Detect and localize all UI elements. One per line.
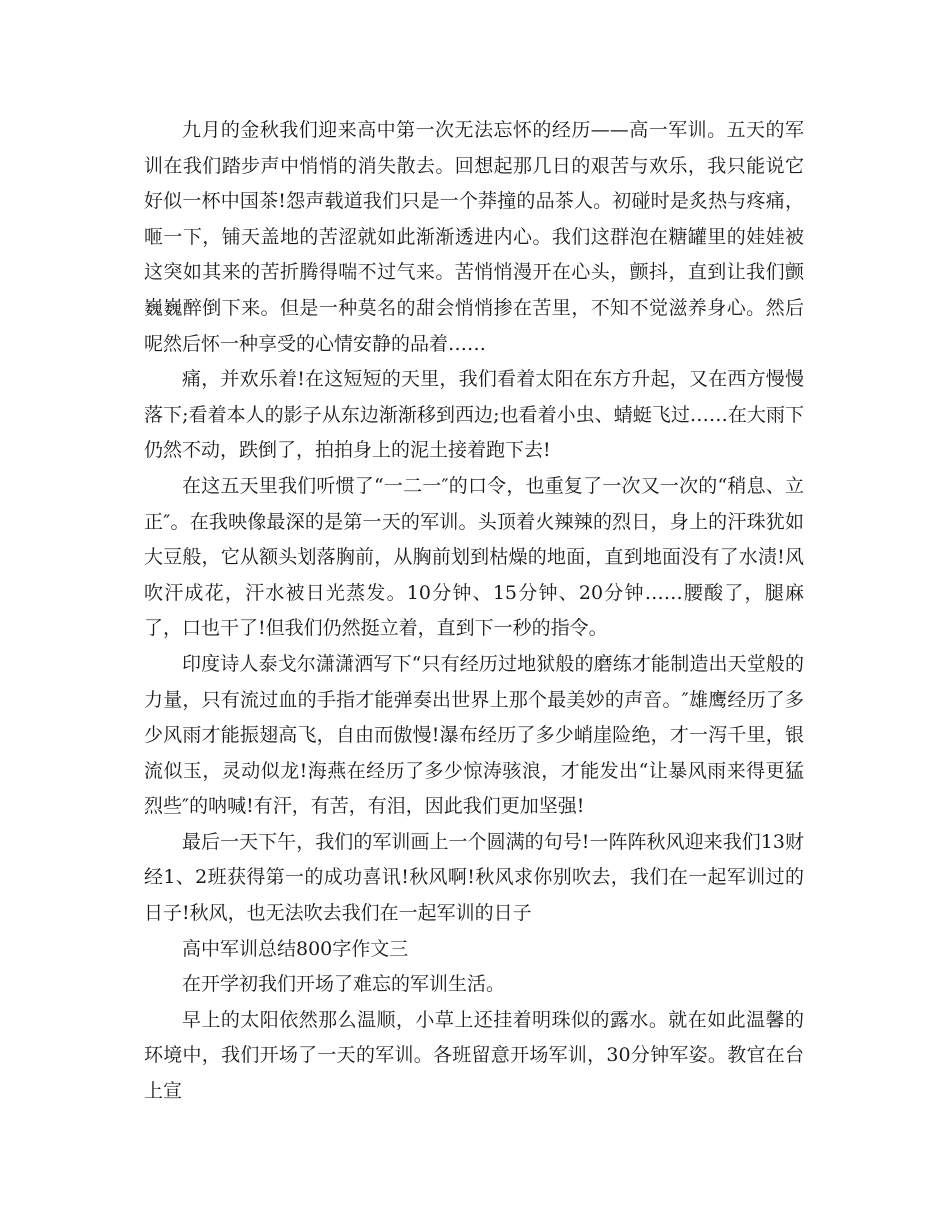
paragraph-6: 在开学初我们开场了难忘的军训生活。 bbox=[182, 973, 506, 996]
paragraph-7: 早上的太阳依然那么温顺，小草上还挂着明珠似的露水。就在如此温馨的环境中，我们开场了一天的军训。各班留意开场军训，30分钟军姿。教官在台上宣 bbox=[144, 1008, 804, 1103]
paragraph-2: 痛，并欢乐着!在这短短的天里，我们看着太阳在东方升起，又在西方慢慢落下;看着本人的影子从东边渐渐移到西边;也看着小虫、蜻蜓飞过……在大雨下仍然不动，跌倒了，拍拍身上的泥土接着跑下去! bbox=[144, 368, 804, 462]
paragraph-3: 在这五天里我们听惯了“一二一″的口令，也重复了一次又一次的“稍息、立正″。在我映像最深的是第一天的军训。头顶着火辣辣的烈日，身上的汗珠犹如大豆般，它从额头划落胸前，从胸前划到枯燥的地面，直到地面没有了水渍!风吹汗成花，汗水被日光蒸发。10分钟、15分钟、20分钟……腰酸了，腿麻了，口也干了!但我们仍然挺立着，直到下一秒的指令。 bbox=[144, 474, 804, 640]
section-heading: 高中军训总结800字作文三 bbox=[182, 937, 409, 960]
paragraph-4: 印度诗人泰戈尔潇潇洒写下“只有经历过地狱般的磨练才能制造出天堂般的力量，只有流过血的手指才能弹奏出世界上那个最美妙的声音。″雄鹰经历了多少风雨才能振翅高飞，自由而傲慢!瀑布经历了多少峭崖险绝，才一泻千里，银流似玉，灵动似龙!海燕在经历了多少惊涛骇浪，才能发出“让暴风雨来得更猛烈些″的呐喊!有汗，有苦，有泪，因此我们更加坚强! bbox=[144, 652, 804, 818]
document-body bbox=[144, 113, 804, 1110]
paragraph-1: 九月的金秋我们迎来高中第一次无法忘怀的经历——高一军训。五天的军训在我们踏步声中悄悄的消失散去。回想起那几日的艰苦与欢乐，我只能说它好似一杯中国茶!怨声载道我们只是一个莽撞的品茶人。初碰时是炙热与疼痛，咂一下，铺天盖地的苦涩就如此渐渐透进内心。我们这群泡在糖罐里的娃娃被这突如其来的苦折腾得喘不过气来。苦悄悄漫开在心头，颤抖，直到让我们颤巍巍醉倒下来。但是一种莫名的甜会悄悄掺在苦里，不知不觉滋养身心。然后呢然后怀一种享受的心情安静的品着…… bbox=[144, 119, 804, 355]
paragraph-5: 最后一天下午，我们的军训画上一个圆满的句号!一阵阵秋风迎来我们13财经1、2班获得第一的成功喜讯!秋风啊!秋风求你别吹去，我们在一起军训过的日子!秋风，也无法吹去我们在一起军训的日子 bbox=[144, 830, 804, 925]
